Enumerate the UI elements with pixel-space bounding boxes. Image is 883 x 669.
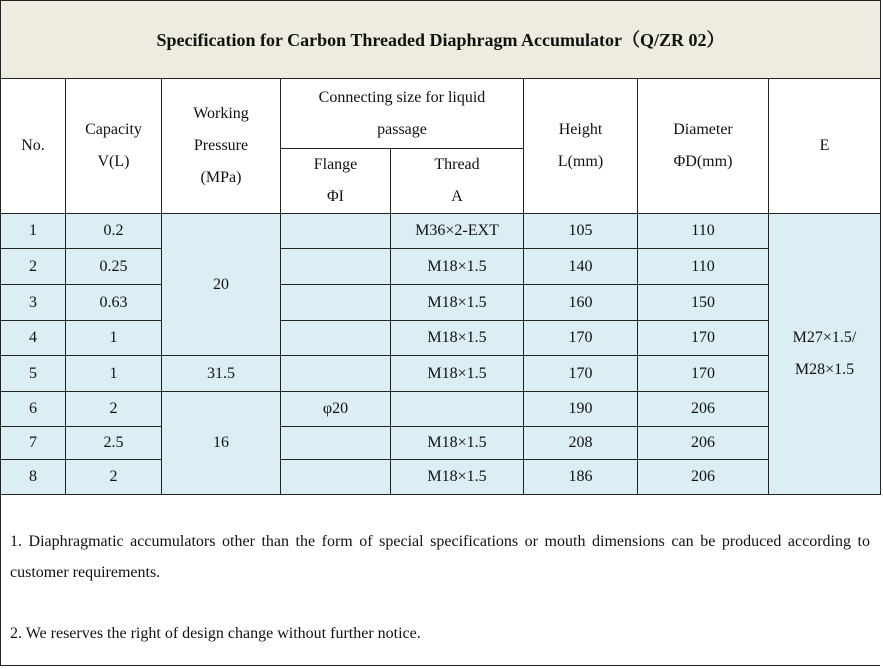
cell-diameter: 170 bbox=[638, 356, 769, 392]
cell-no: 6 bbox=[1, 392, 66, 427]
cell-diameter: 206 bbox=[638, 460, 769, 495]
header-pressure bbox=[162, 79, 281, 214]
cell-no: 7 bbox=[1, 427, 66, 460]
cell-height: 186 bbox=[524, 460, 638, 495]
cell-flange bbox=[281, 356, 391, 392]
header-connecting bbox=[281, 79, 524, 149]
cell-thread: M18×1.5 bbox=[391, 321, 524, 356]
cell-capacity: 1 bbox=[66, 356, 162, 392]
cell-capacity: 2 bbox=[66, 392, 162, 427]
cell-height: 105 bbox=[524, 214, 638, 249]
header-pressure-line2: Pressure bbox=[193, 137, 249, 154]
header-height-line2: L(mm) bbox=[557, 153, 604, 170]
cell-no: 1 bbox=[1, 214, 66, 249]
cell-height: 160 bbox=[524, 285, 638, 321]
cell-diameter: 150 bbox=[638, 285, 769, 321]
notes-section bbox=[0, 494, 880, 666]
table-title: Specification for Carbon Threaded Diaphragm Accumulator（Q/ZR 02） bbox=[1, 1, 881, 79]
cell-flange bbox=[281, 285, 391, 321]
cell-flange: φ20 bbox=[281, 392, 391, 427]
cell-flange bbox=[281, 214, 391, 249]
cell-diameter: 170 bbox=[638, 321, 769, 356]
header-capacity-line1: Capacity bbox=[85, 121, 142, 138]
table-row bbox=[1, 321, 881, 356]
cell-no: 8 bbox=[1, 460, 66, 495]
cell-flange bbox=[281, 427, 391, 460]
table-row bbox=[1, 427, 881, 460]
header-flange-line1: Flange bbox=[313, 156, 358, 173]
cell-thread: M18×1.5 bbox=[391, 460, 524, 495]
table-row bbox=[1, 460, 881, 495]
table-row bbox=[1, 249, 881, 285]
header-no: No. bbox=[1, 79, 66, 214]
header-thread bbox=[391, 149, 524, 214]
table-row bbox=[1, 285, 881, 321]
header-thread-line2: A bbox=[451, 188, 463, 205]
cell-diameter: 110 bbox=[638, 249, 769, 285]
cell-no: 2 bbox=[1, 249, 66, 285]
cell-thread: M18×1.5 bbox=[391, 249, 524, 285]
cell-pressure-group2: 31.5 bbox=[162, 356, 281, 392]
cell-e-value bbox=[769, 214, 881, 495]
cell-height: 190 bbox=[524, 392, 638, 427]
cell-height: 208 bbox=[524, 427, 638, 460]
header-diameter-line1: Diameter bbox=[673, 121, 733, 138]
cell-no: 3 bbox=[1, 285, 66, 321]
cell-thread: M18×1.5 bbox=[391, 285, 524, 321]
cell-capacity: 0.25 bbox=[66, 249, 162, 285]
cell-height: 170 bbox=[524, 321, 638, 356]
cell-thread: M18×1.5 bbox=[391, 427, 524, 460]
cell-thread: M36×2-EXT bbox=[391, 214, 524, 249]
header-height-line1: Height bbox=[558, 121, 603, 138]
header-e: E bbox=[769, 79, 881, 214]
table-row bbox=[1, 392, 881, 427]
header-pressure-line1: Working bbox=[193, 105, 249, 122]
header-diameter-line2: ΦD(mm) bbox=[673, 153, 733, 170]
cell-height: 170 bbox=[524, 356, 638, 392]
cell-capacity: 2 bbox=[66, 460, 162, 495]
cell-diameter: 206 bbox=[638, 392, 769, 427]
header-height bbox=[524, 79, 638, 214]
header-connecting-line1: Connecting size for liquid bbox=[318, 88, 486, 106]
cell-diameter: 110 bbox=[638, 214, 769, 249]
cell-diameter: 206 bbox=[638, 427, 769, 460]
cell-capacity: 2.5 bbox=[66, 427, 162, 460]
note-2: 2. We reserves the right of design change without further notice. bbox=[10, 625, 421, 642]
note-1: 1. Diaphragmatic accumulators other than the form of special specifications or mouth dimensions can be produced according to customer requirements. bbox=[10, 533, 870, 581]
header-diameter bbox=[638, 79, 769, 214]
table-row bbox=[1, 214, 881, 249]
cell-capacity: 1 bbox=[66, 321, 162, 356]
cell-pressure-group1: 20 bbox=[162, 214, 281, 356]
cell-capacity: 0.63 bbox=[66, 285, 162, 321]
cell-flange bbox=[281, 460, 391, 495]
table-row bbox=[1, 356, 881, 392]
e-value-line2: M28×1.5 bbox=[794, 361, 855, 378]
cell-no: 5 bbox=[1, 356, 66, 392]
header-capacity-line2: V(L) bbox=[97, 153, 130, 170]
cell-pressure-group3: 16 bbox=[162, 392, 281, 495]
cell-no: 4 bbox=[1, 321, 66, 356]
header-flange-line2: ΦI bbox=[326, 188, 345, 205]
header-pressure-line3: (MPa) bbox=[200, 169, 242, 186]
cell-capacity: 0.2 bbox=[66, 214, 162, 249]
cell-thread: M18×1.5 bbox=[391, 356, 524, 392]
header-thread-line1: Thread bbox=[434, 156, 480, 173]
cell-thread bbox=[391, 392, 524, 427]
cell-flange bbox=[281, 249, 391, 285]
cell-flange bbox=[281, 321, 391, 356]
cell-height: 140 bbox=[524, 249, 638, 285]
e-value-line1: M27×1.5/ bbox=[792, 329, 857, 346]
header-flange bbox=[281, 149, 391, 214]
header-connecting-line2: passage bbox=[377, 120, 427, 138]
header-capacity bbox=[66, 79, 162, 214]
